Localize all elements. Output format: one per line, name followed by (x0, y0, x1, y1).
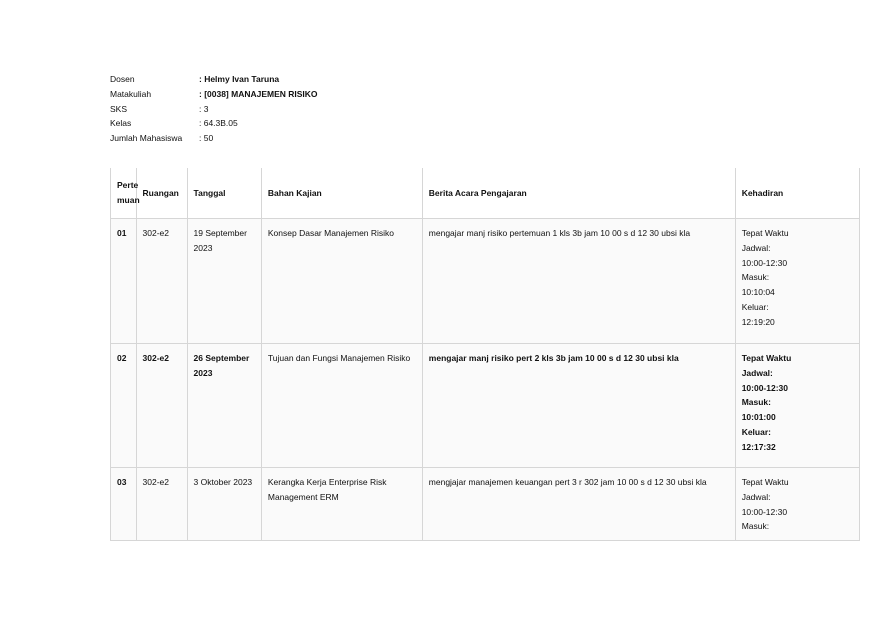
header-pertemuan: Perte muan (111, 168, 137, 219)
cell-kehadiran (735, 344, 859, 468)
cell-bahan: Kerangka Kerja Enterprise Risk Management ERM (261, 468, 422, 541)
cell-berita: mengajar manj risiko pert 2 kls 3b jam 10 00 s d 12 30 ubsi kla (422, 344, 735, 468)
info-row-jumlah (110, 131, 318, 146)
attendance-table (110, 168, 860, 541)
attendance-line: Masuk: (741, 397, 771, 408)
matakuliah-value: : [0038] MANAJEMEN RISIKO (199, 88, 318, 99)
attendance-line: 12:19:20 (741, 316, 775, 327)
header-kehadiran: Kehadiran (735, 168, 859, 219)
cell-tanggal: 19 September 2023 (187, 219, 261, 344)
header-bahan-kajian: Bahan Kajian (261, 168, 422, 219)
cell-berita: mengjajar manajemen keuangan pert 3 r 302 jam 10 00 s d 12 30 ubsi kla (422, 468, 735, 541)
jumlah-value: : 50 (199, 133, 214, 144)
cell-tanggal: 3 Oktober 2023 (187, 468, 261, 541)
attendance-status: Tepat Waktu (741, 477, 789, 487)
header-tanggal: Tanggal (187, 168, 261, 219)
attendance-status: Tepat Waktu (741, 228, 789, 238)
cell-ruangan: 302-e2 (136, 219, 187, 344)
attendance-line: 12:17:32 (741, 441, 776, 452)
header-ruangan: Ruangan (136, 168, 187, 219)
cell-berita: mengajar manj risiko pertemuan 1 kls 3b jam 10 00 s d 12 30 ubsi kla (422, 219, 735, 344)
cell-pertemuan: 01 (111, 219, 137, 344)
dosen-label: Dosen (110, 74, 135, 84)
attendance-line: 10:00-12:30 (741, 506, 788, 517)
dosen-value: : Helmy Ivan Taruna (199, 74, 280, 84)
attendance-status: Tepat Waktu (741, 353, 792, 363)
cell-pertemuan: 02 (111, 344, 137, 468)
attendance-line: 10:01:00 (741, 412, 776, 423)
attendance-line: 10:00-12:30 (741, 382, 788, 393)
course-info (110, 72, 318, 146)
attendance-line: Masuk: (741, 521, 770, 532)
table-row (111, 468, 860, 541)
attendance-line: Jadwal: (741, 242, 771, 253)
attendance-line: Jadwal: (741, 491, 771, 502)
cell-kehadiran (735, 219, 859, 344)
cell-pertemuan: 03 (111, 468, 137, 541)
cell-ruangan: 302-e2 (136, 344, 187, 468)
header-berita-acara: Berita Acara Pengajaran (422, 168, 735, 219)
cell-bahan: Tujuan dan Fungsi Manajemen Risiko (261, 344, 422, 468)
info-row-kelas (110, 116, 318, 131)
attendance-line: Jadwal: (741, 367, 773, 378)
cell-tanggal: 26 September 2023 (187, 344, 261, 468)
table-row (111, 344, 860, 468)
cell-kehadiran (735, 468, 859, 541)
kelas-label: Kelas (110, 118, 132, 129)
attendance-line: Keluar: (741, 426, 771, 437)
cell-ruangan: 302-e2 (136, 468, 187, 541)
table-header-row (111, 168, 860, 219)
table-row (111, 219, 860, 344)
attendance-line: 10:10:04 (741, 287, 775, 298)
cell-bahan: Konsep Dasar Manajemen Risiko (261, 219, 422, 344)
jumlah-label: Jumlah Mahasiswa (110, 133, 183, 144)
attendance-line: 10:00-12:30 (741, 257, 788, 268)
attendance-line: Masuk: (741, 272, 770, 283)
sks-label: SKS (110, 103, 128, 114)
info-row-matakuliah (110, 87, 318, 102)
attendance-line: Keluar: (741, 301, 769, 312)
info-row-sks (110, 102, 318, 117)
sks-value: : 3 (199, 103, 209, 114)
info-row-dosen (110, 72, 318, 87)
matakuliah-label: Matakuliah (110, 88, 152, 99)
kelas-value: : 64.3B.05 (199, 118, 238, 129)
